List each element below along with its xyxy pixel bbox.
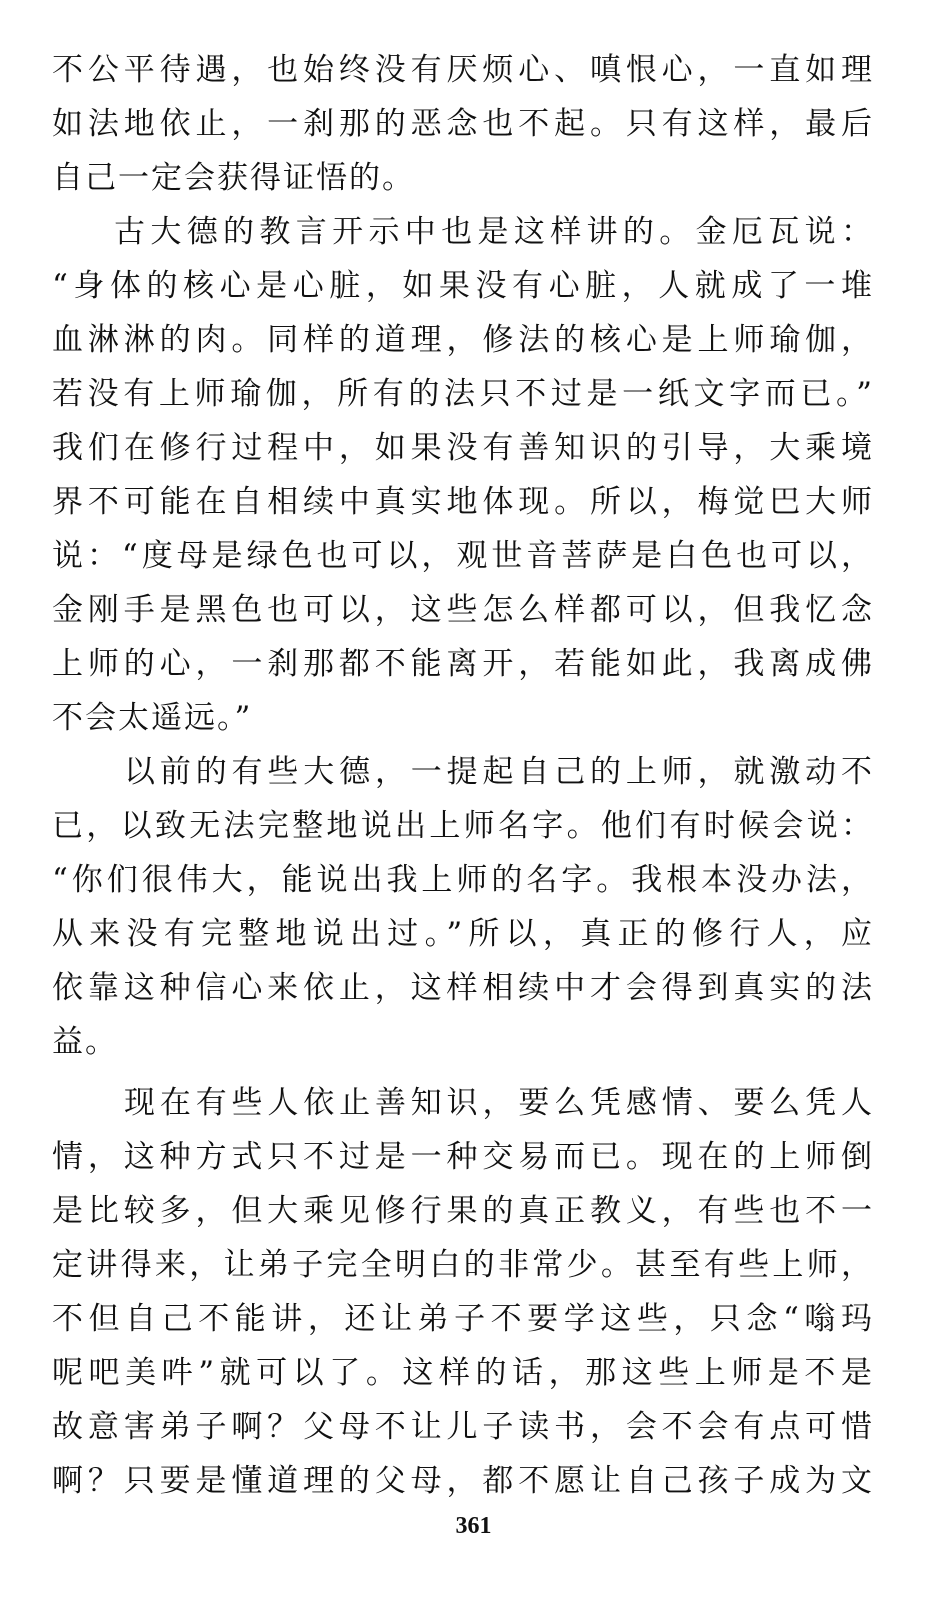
text-line: 不会太遥远。” [52, 700, 253, 736]
paragraph [52, 1076, 874, 1508]
text-line: 上师的心，一刹那都不能离开，若能如此，我离成佛 [52, 646, 874, 682]
text-line: 定讲得来，让弟子完全明白的非常少。甚至有些上师， [52, 1247, 874, 1283]
text-line: 古大德的教言开示中也是这样讲的。金厄瓦说： [114, 214, 874, 250]
text-line: 以前的有些大德，一提起自己的上师，就激动不 [124, 754, 874, 790]
text-line: 依靠这种信心来依止，这样相续中才会得到真实的法 [52, 970, 874, 1006]
text-line: 益。 [52, 1024, 118, 1060]
paragraph [52, 745, 874, 1069]
text-line: 故意害弟子啊？父母不让儿子读书，会不会有点可惜 [52, 1409, 874, 1445]
text-line: “身体的核心是心脏，如果没有心脏，人就成了一堆 [52, 268, 874, 304]
text-line: 若没有上师瑜伽，所有的法只不过是一纸文字而已。” [52, 376, 874, 412]
text-line: “你们很伟大，能说出我上师的名字。我根本没办法， [52, 862, 874, 898]
page-body [52, 43, 874, 1508]
text-line: 自己一定会获得证悟的。 [52, 160, 415, 196]
text-line: 已，以致无法完整地说出上师名字。他们有时候会说： [52, 808, 874, 844]
text-line: 界不可能在自相续中真实地体现。所以，梅觉巴大师 [52, 484, 874, 520]
paragraph [52, 43, 874, 205]
text-line: 血淋淋的肉。同样的道理，修法的核心是上师瑜伽， [52, 322, 874, 358]
text-line: 金刚手是黑色也可以，这些怎么样都可以，但我忆念 [52, 592, 874, 628]
text-line: 不但自己不能讲，还让弟子不要学这些，只念“嗡玛 [52, 1301, 874, 1337]
text-line: 现在有些人依止善知识，要么凭感情、要么凭人 [124, 1085, 874, 1121]
text-line: 情，这种方式只不过是一种交易而已。现在的上师倒 [52, 1139, 874, 1175]
paragraph [52, 205, 874, 745]
text-line: 如法地依止，一刹那的恶念也不起。只有这样，最后 [52, 106, 874, 142]
text-line: 说：“度母是绿色也可以，观世音菩萨是白色也可以， [52, 538, 874, 574]
text-line: 我们在修行过程中，如果没有善知识的引导，大乘境 [52, 430, 874, 466]
text-line: 呢吧美吽”就可以了。这样的话，那这些上师是不是 [52, 1355, 874, 1391]
text-line: 啊？只要是懂道理的父母，都不愿让自己孩子成为文 [52, 1463, 874, 1499]
page-number: 361 [455, 1513, 492, 1539]
text-line: 是比较多，但大乘见修行果的真正教义，有些也不一 [52, 1193, 874, 1229]
text-line: 不公平待遇，也始终没有厌烦心、嗔恨心，一直如理 [52, 52, 874, 88]
text-line: 从来没有完整地说出过。”所以，真正的修行人，应 [52, 916, 874, 952]
